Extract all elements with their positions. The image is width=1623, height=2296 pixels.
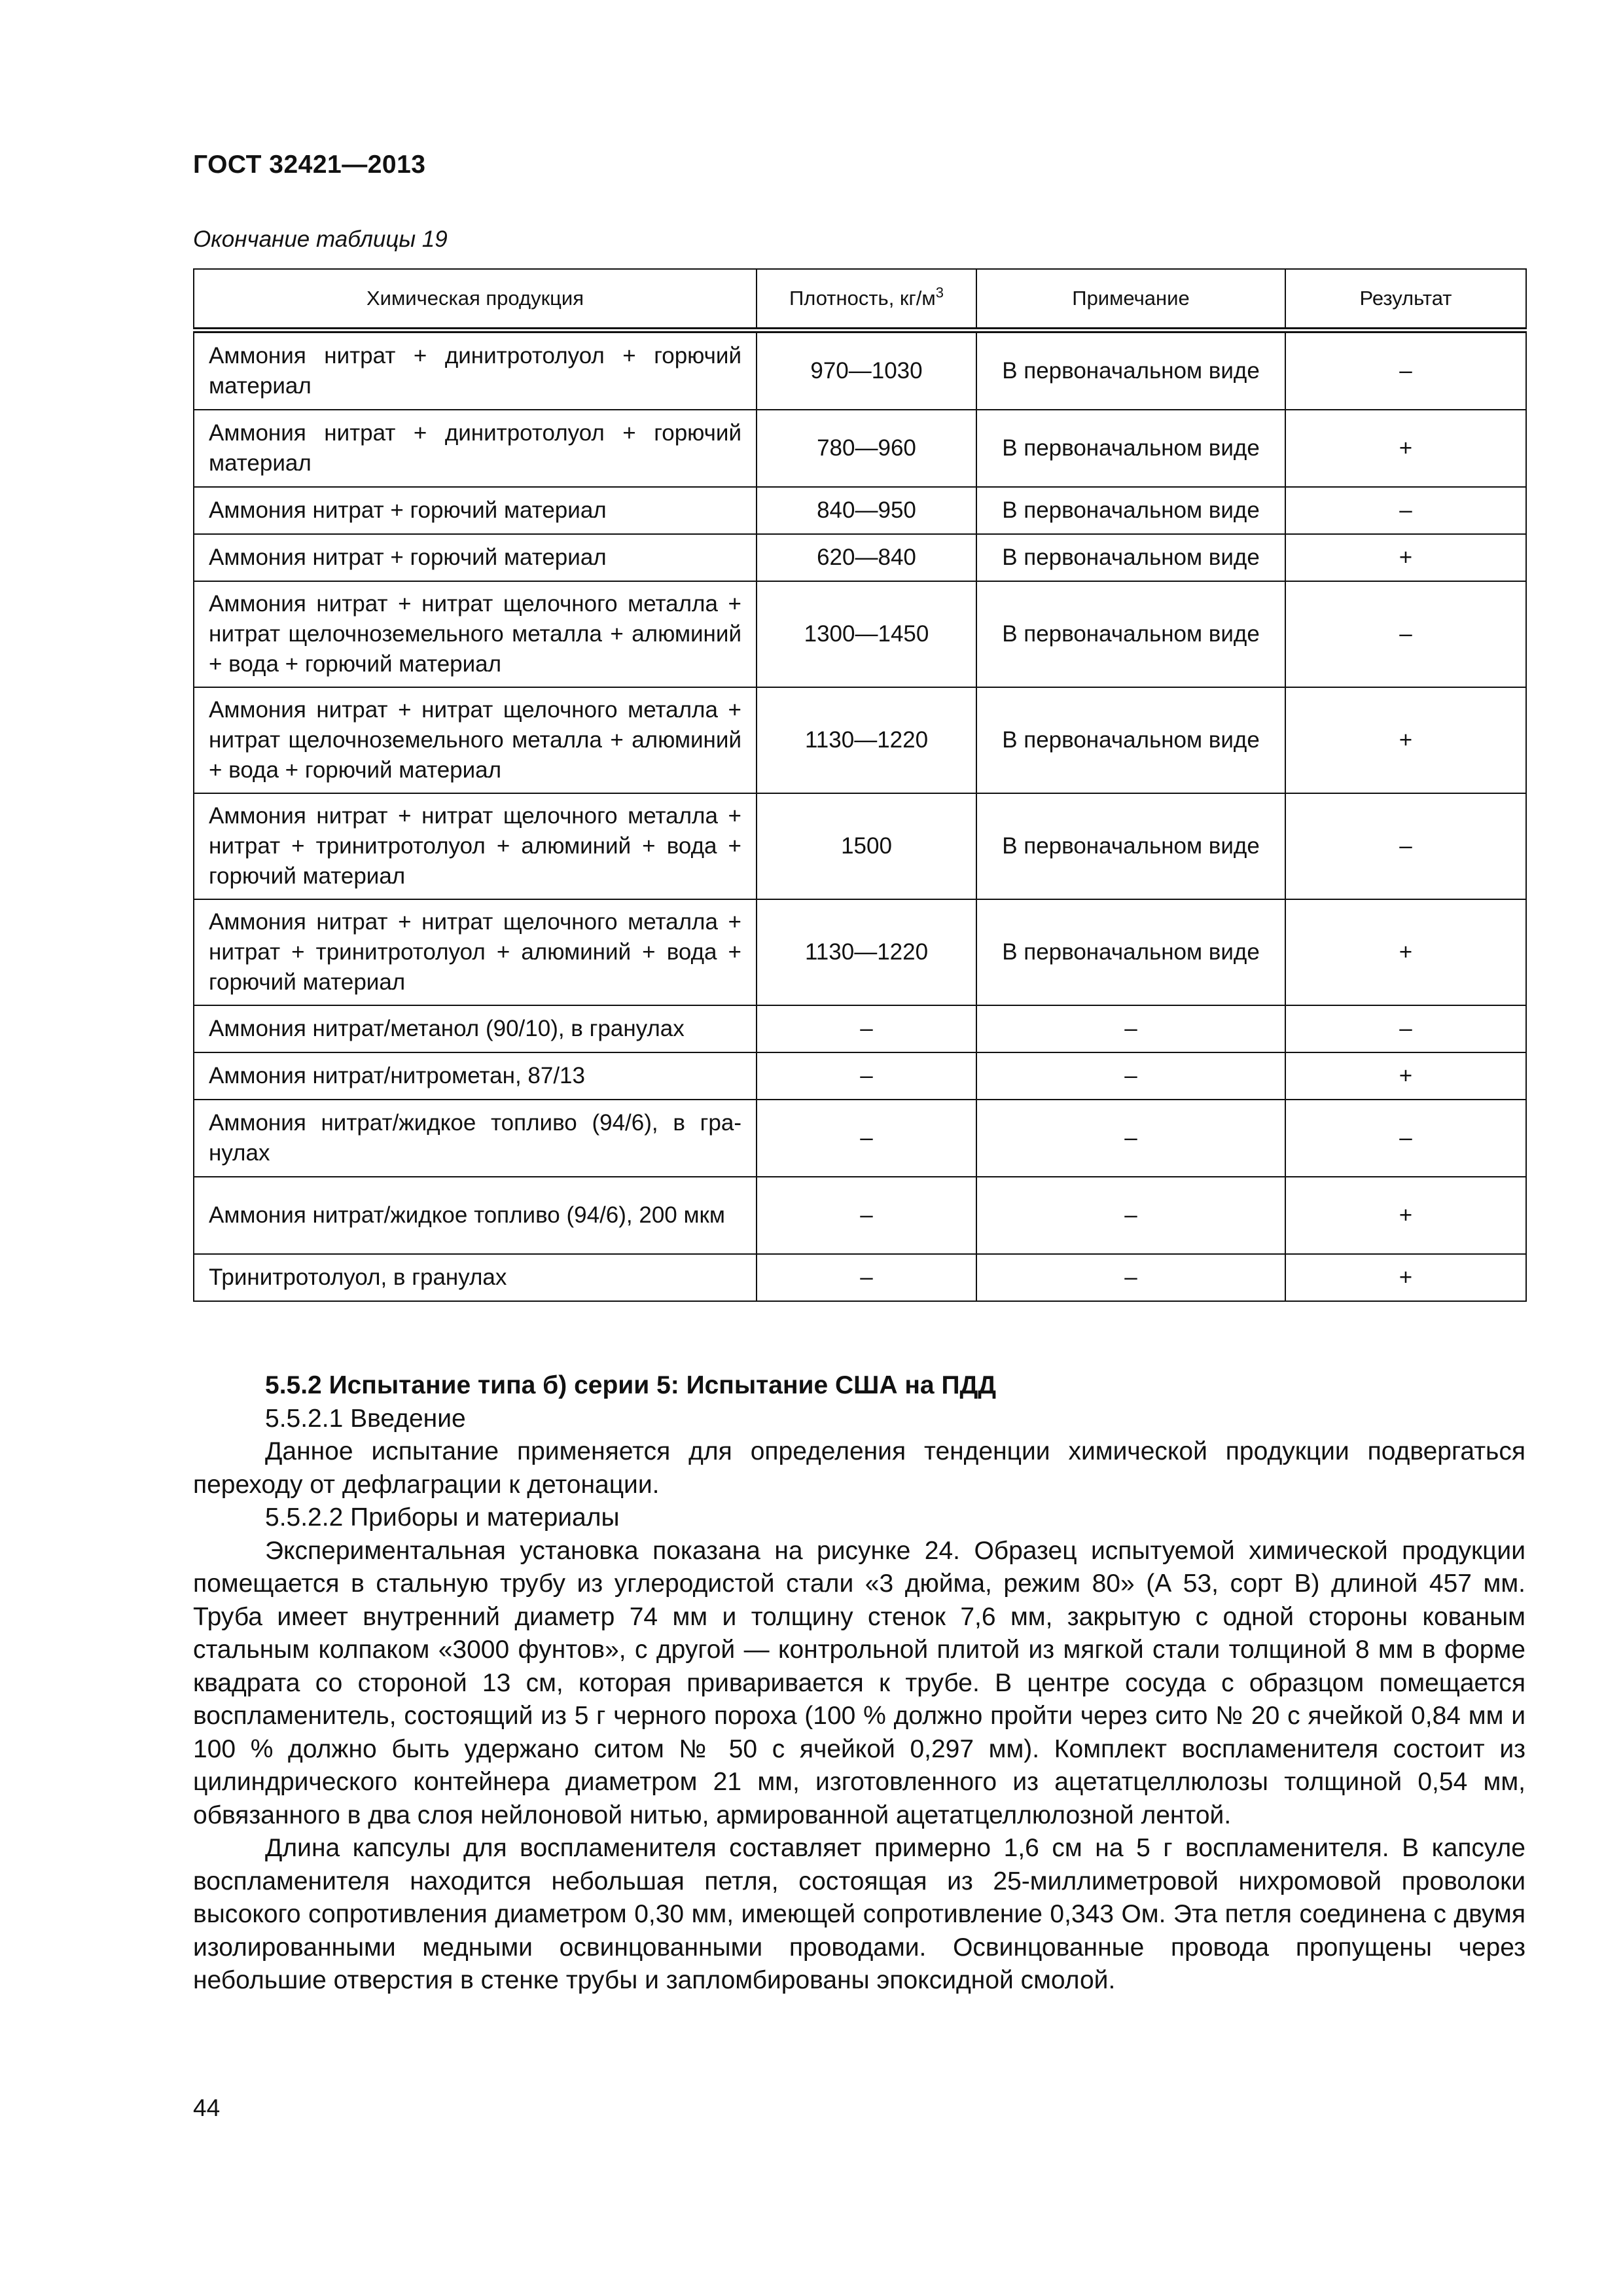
table-row bbox=[194, 581, 1526, 687]
cell-note: – bbox=[976, 1100, 1285, 1177]
cell-density: 1300—1450 bbox=[757, 581, 976, 687]
column-header-density bbox=[757, 269, 976, 331]
cell-product: Тринитротолуол, в гранулах bbox=[194, 1254, 757, 1301]
cell-density: 620—840 bbox=[757, 534, 976, 581]
column-header-note: Примечание bbox=[976, 269, 1285, 331]
cell-note: В первоначальном виде bbox=[976, 534, 1285, 581]
table-row bbox=[194, 899, 1526, 1005]
cell-result: + bbox=[1285, 1254, 1526, 1301]
cell-density: – bbox=[757, 1254, 976, 1301]
cell-note: В первоначальном виде bbox=[976, 793, 1285, 899]
cell-density: – bbox=[757, 1177, 976, 1254]
table-row bbox=[194, 1254, 1526, 1301]
column-header-result: Результат bbox=[1285, 269, 1526, 331]
cell-note: – bbox=[976, 1177, 1285, 1254]
table-row bbox=[194, 1177, 1526, 1254]
cell-result: + bbox=[1285, 534, 1526, 581]
subsection-heading-equipment: 5.5.2.2 Приборы и материалы bbox=[265, 1503, 620, 1532]
cell-product: Аммония нитрат + нитрат щелочного металла + нитрат + тринитротолуол + алюминий + вода + горючий материал bbox=[194, 793, 757, 899]
section-heading: 5.5.2 Испытание типа б) серии 5: Испытание США на ПДД bbox=[265, 1371, 997, 1399]
cell-note: В первоначальном виде bbox=[976, 331, 1285, 410]
table-row bbox=[194, 793, 1526, 899]
cell-result: – bbox=[1285, 793, 1526, 899]
paragraph: Длина капсулы для воспламенителя составляет примерно 1,6 см на 5 г воспламенителя. В капсуле воспламенителя находится небольшая петля, состоящая из 25-миллиметровой нихромовой проволоки высокого сопротивления диаметром 0,30 мм, имеющей сопротивление 0,343 Ом. Эта петля соединена с двумя изолированными медными освинцованными проводами. Освинцованные провода пропущены через небольшие отверстия в стенке трубы и запломбированы эпоксидной смолой. bbox=[193, 1834, 1525, 1994]
paragraph: Экспериментальная установка показана на рисунке 24. Образец испытуемой химической продукции помещается в стальную трубу из углеродистой стали «3 дюйма, режим 80» (А 53, сорт В) длиной 457 мм. Труба имеет внутренний диаметр 74 мм и толщину стенок 7,6 мм, закрытую с одной стороны кованым стальным колпаком «3000 фунтов», с другой — контрольной плитой из мягкой стали толщиной 8 мм в форме квадрата со стороной 13 см, которая приваривается к трубе. В центре сосуда с образцом помещается воспламенитель, состоящий из 5 г черного пороха (100 % должно пройти через сито № 20 с ячейкой 0,84 мм и 100 % должно быть удержано ситом № 50 с ячейкой 0,297 мм). Комплект воспламенителя состоит из цилиндрического контейнера диаметром 21 мм, изготовленного из ацетатцеллюлозы толщиной 0,54 мм, обвязанного в два слоя нейлоновой нитью, армированной ацетатцеллюлозной лентой. bbox=[193, 1536, 1525, 1829]
cell-result: – bbox=[1285, 1100, 1526, 1177]
cell-result: + bbox=[1285, 899, 1526, 1005]
table-header-row bbox=[194, 269, 1526, 331]
cell-result: + bbox=[1285, 687, 1526, 793]
cell-density: – bbox=[757, 1005, 976, 1052]
cell-note: – bbox=[976, 1254, 1285, 1301]
table-19 bbox=[193, 268, 1527, 1302]
body-text bbox=[193, 1369, 1525, 1998]
cell-density: 840—950 bbox=[757, 487, 976, 534]
cell-product: Аммония нитрат + нитрат щелочного металла + нитрат щелочноземельного металла + алюминий + вода + горючий материал bbox=[194, 687, 757, 793]
cell-note: В первоначальном виде bbox=[976, 581, 1285, 687]
density-unit-superscript: 3 bbox=[935, 284, 944, 301]
table-row bbox=[194, 487, 1526, 534]
document-id: ГОСТ 32421—2013 bbox=[193, 151, 426, 179]
cell-density: 1130—1220 bbox=[757, 899, 976, 1005]
cell-result: – bbox=[1285, 1005, 1526, 1052]
table-row bbox=[194, 331, 1526, 410]
cell-product: Аммония нитрат + динитротолуол + горючий материал bbox=[194, 331, 757, 410]
cell-density: – bbox=[757, 1100, 976, 1177]
cell-product: Аммония нитрат/метанол (90/10), в гранулах bbox=[194, 1005, 757, 1052]
cell-product: Аммония нитрат + динитротолуол + горючий материал bbox=[194, 410, 757, 487]
cell-product: Аммония нитрат/нитрометан, 87/13 bbox=[194, 1052, 757, 1100]
cell-note: В первоначальном виде bbox=[976, 487, 1285, 534]
paragraph: Данное испытание применяется для определения тенденции химической продукции подвергаться переходу от дефлаграции к детонации. bbox=[193, 1437, 1525, 1499]
cell-note: В первоначальном виде bbox=[976, 899, 1285, 1005]
cell-result: – bbox=[1285, 581, 1526, 687]
cell-density: 1500 bbox=[757, 793, 976, 899]
cell-note: В первоначальном виде bbox=[976, 687, 1285, 793]
table-row bbox=[194, 1052, 1526, 1100]
table-row bbox=[194, 534, 1526, 581]
cell-density: 1130—1220 bbox=[757, 687, 976, 793]
cell-density: 780—960 bbox=[757, 410, 976, 487]
density-unit-label: Плотность, кг/м bbox=[789, 287, 936, 310]
cell-note: В первоначальном виде bbox=[976, 410, 1285, 487]
cell-result: + bbox=[1285, 1177, 1526, 1254]
cell-product: Аммония нитрат + горючий материал bbox=[194, 487, 757, 534]
cell-note: – bbox=[976, 1052, 1285, 1100]
table-row bbox=[194, 1005, 1526, 1052]
table-row bbox=[194, 1100, 1526, 1177]
cell-result: + bbox=[1285, 1052, 1526, 1100]
table-row bbox=[194, 410, 1526, 487]
cell-density: – bbox=[757, 1052, 976, 1100]
cell-product: Аммония нитрат + нитрат щелочного металла + нитрат + тринитротолуол + алюминий + вода + горючий материал bbox=[194, 899, 757, 1005]
table-row bbox=[194, 687, 1526, 793]
cell-density: 970—1030 bbox=[757, 331, 976, 410]
cell-result: – bbox=[1285, 331, 1526, 410]
column-header-product: Химическая продукция bbox=[194, 269, 757, 331]
cell-note: – bbox=[976, 1005, 1285, 1052]
cell-product: Аммония нитрат/жидкое топливо (94/6), 200 мкм bbox=[194, 1177, 757, 1254]
cell-product: Аммония нитрат + горючий материал bbox=[194, 534, 757, 581]
cell-product: Аммония нитрат + нитрат щелочного металла + нитрат щелочноземельного металла + алюминий + вода + горючий материал bbox=[194, 581, 757, 687]
cell-result: + bbox=[1285, 410, 1526, 487]
cell-result: – bbox=[1285, 487, 1526, 534]
page-number: 44 bbox=[193, 2094, 221, 2121]
table-caption: Окончание таблицы 19 bbox=[193, 226, 448, 252]
cell-product: Аммония нитрат/жидкое топливо (94/6), в гранулах bbox=[194, 1100, 757, 1177]
subsection-heading-intro: 5.5.2.1 Введение bbox=[265, 1404, 466, 1433]
